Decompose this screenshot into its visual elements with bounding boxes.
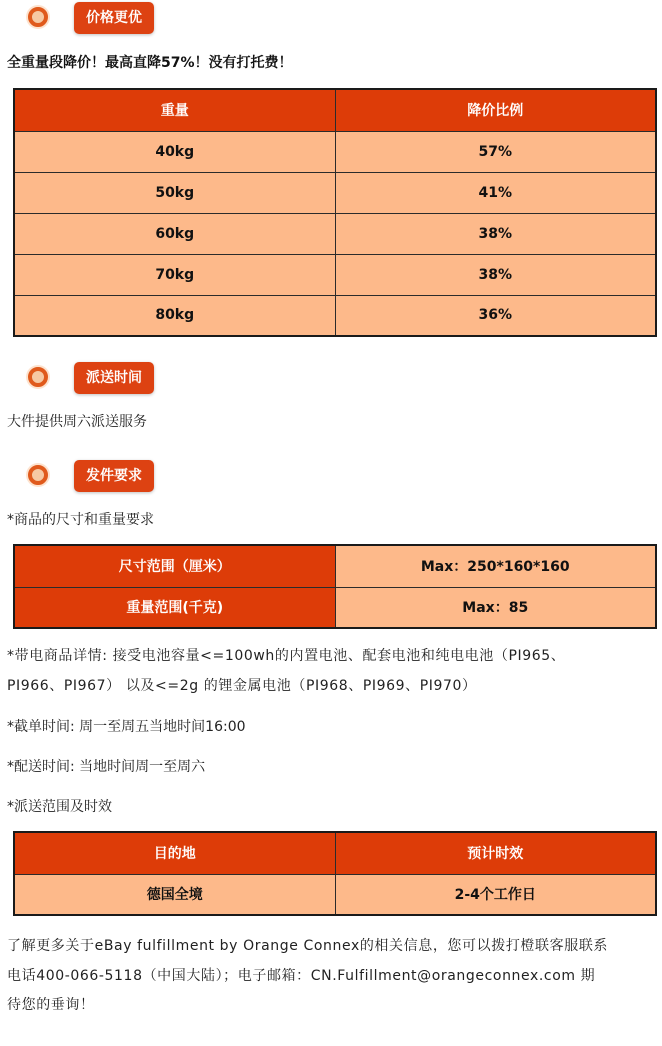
discount-cell: 38% <box>335 213 656 254</box>
weight-cell: 70kg <box>14 254 335 295</box>
table-header-row <box>14 832 656 874</box>
discount-cell: 57% <box>335 131 656 172</box>
table-row <box>14 587 656 628</box>
value-cell: Max：85 <box>335 587 656 628</box>
battery-line: *带电商品详情: 接受电池容量<=100wh的内置电池、配套电池和纯电电池（PI965、 <box>7 648 566 664</box>
value-cell: Max：250*160*160 <box>335 545 656 587</box>
price-intro: 全重量段降价！最高直降57%！没有打托费！ <box>7 55 293 71</box>
discount-cell: 36% <box>335 295 656 336</box>
table-row <box>14 874 656 915</box>
table-row <box>14 295 656 336</box>
section-header-requirements <box>0 456 662 492</box>
discount-cell: 38% <box>335 254 656 295</box>
table-row <box>14 545 656 587</box>
discount-cell: 41% <box>335 172 656 213</box>
label-cell: 尺寸范围（厘米） <box>14 545 335 587</box>
footer-line: 待您的垂询！ <box>7 997 95 1013</box>
footer-line: 了解更多关于eBay fulfillment by Orange Connex的相关信息，您可以拨打橙联客服联系 <box>7 938 609 954</box>
weight-cell: 40kg <box>14 131 335 172</box>
header-cell: 降价比例 <box>335 89 656 131</box>
battery-line: PI966、PI967） 以及<=2g 的锂金属电池（PI968、PI969、PI970） <box>7 677 477 694</box>
section-header-price <box>0 0 662 36</box>
header-cell: 预计时效 <box>335 832 656 874</box>
bullet-circle-icon <box>28 367 48 387</box>
header-cell: 重量 <box>14 89 335 131</box>
bullet-circle-icon <box>28 465 48 485</box>
ship-time-text: *配送时间: 当地时间周一至周六 <box>7 759 206 775</box>
section-label-price: 价格更优 <box>74 2 154 34</box>
requirements-intro: *商品的尺寸和重量要求 <box>7 512 154 528</box>
destination-table <box>13 831 657 916</box>
table-header-row <box>14 89 656 131</box>
eta-cell: 2-4个工作日 <box>335 874 656 915</box>
footer-contact <box>7 932 657 1021</box>
scope-text: *派送范围及时效 <box>7 799 112 815</box>
delivery-text: 大件提供周六派送服务 <box>7 414 147 430</box>
table-row <box>14 172 656 213</box>
destination-cell: 德国全境 <box>14 874 335 915</box>
table-row <box>14 213 656 254</box>
weight-cell: 80kg <box>14 295 335 336</box>
section-label-requirements: 发件要求 <box>74 460 154 492</box>
label-cell: 重量范围(千克) <box>14 587 335 628</box>
table-row <box>14 131 656 172</box>
section-header-delivery <box>0 358 662 394</box>
weight-cell: 60kg <box>14 213 335 254</box>
table-row <box>14 254 656 295</box>
weight-cell: 50kg <box>14 172 335 213</box>
battery-details <box>7 642 657 701</box>
bullet-circle-icon <box>28 7 48 27</box>
footer-line: 电话400-066-5118（中国大陆）；电子邮箱：CN.Fulfillment@orangeconnex.com 期 <box>7 967 596 984</box>
cutoff-text: *截单时间: 周一至周五当地时间16:00 <box>7 719 246 735</box>
size-weight-table <box>13 544 657 629</box>
section-label-delivery: 派送时间 <box>74 362 154 394</box>
header-cell: 目的地 <box>14 832 335 874</box>
price-table <box>13 88 657 337</box>
